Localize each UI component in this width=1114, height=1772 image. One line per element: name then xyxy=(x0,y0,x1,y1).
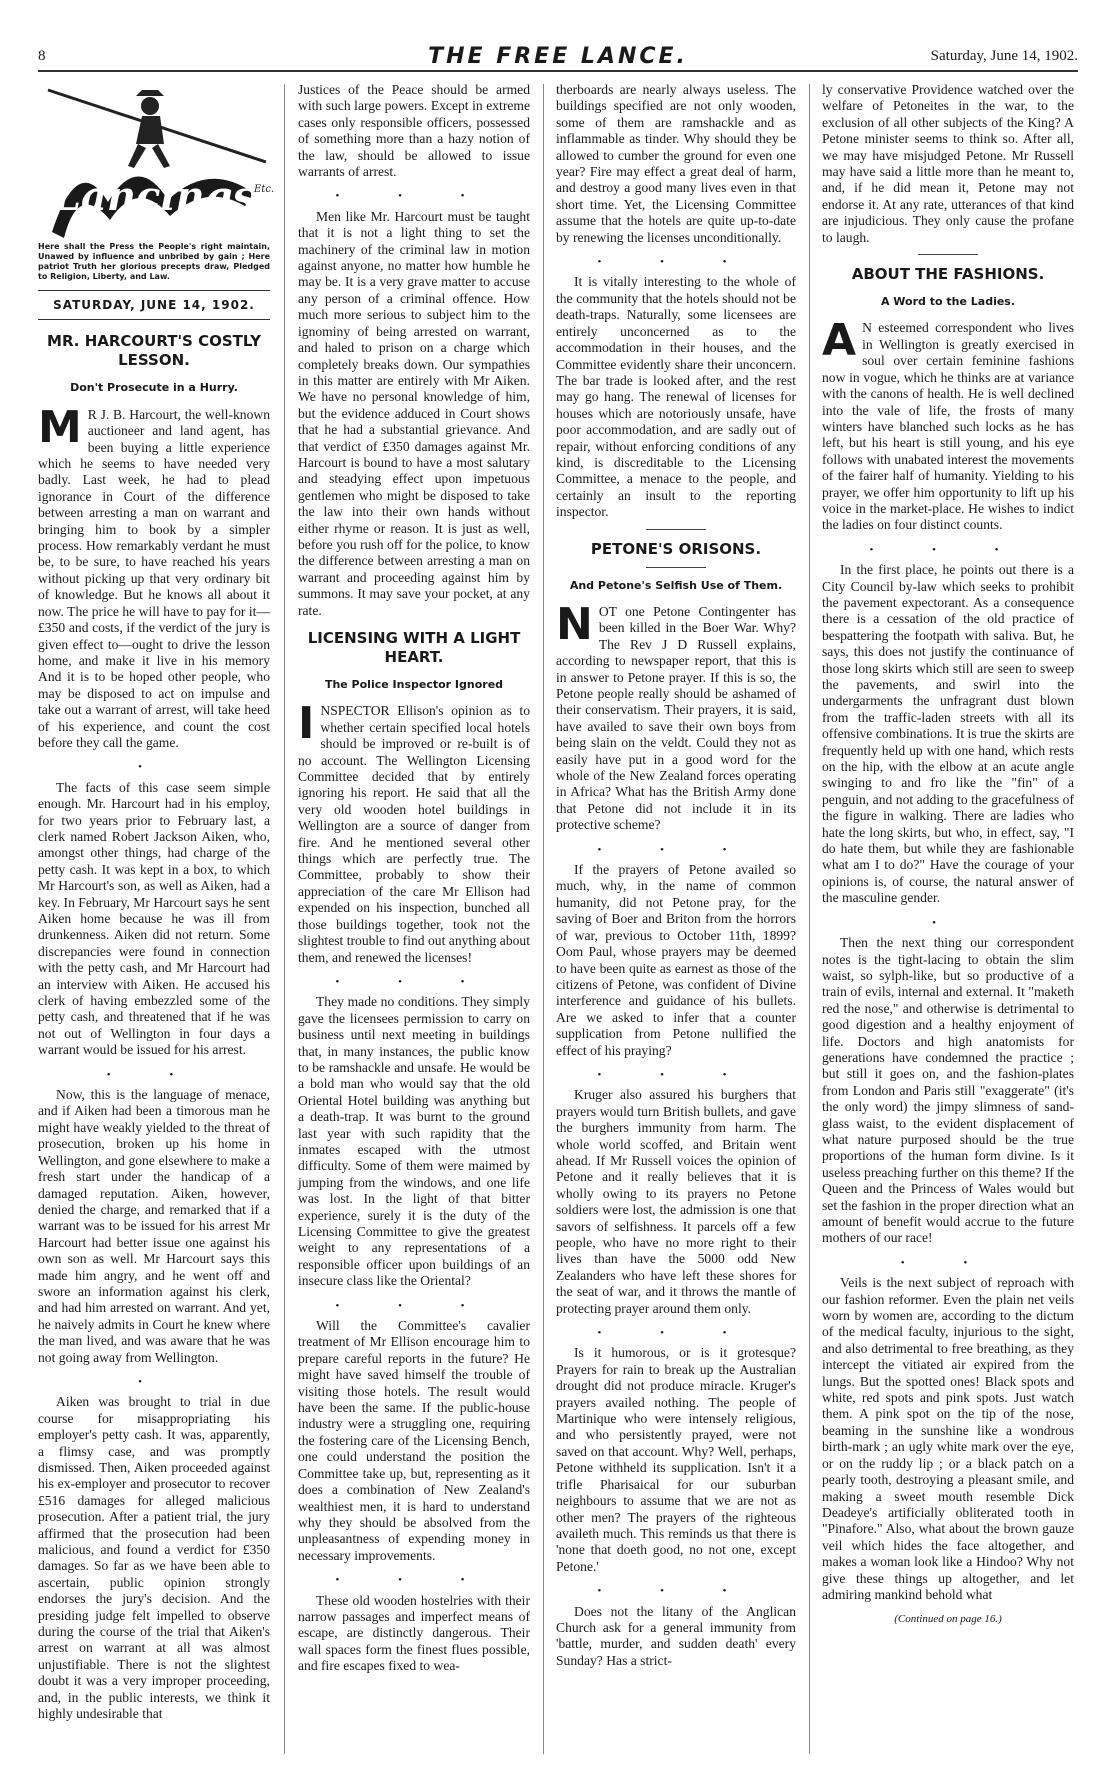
section-divider: • xyxy=(932,916,964,929)
section-divider: • • • xyxy=(335,975,493,988)
issue-date: Saturday, June 14, 1902. xyxy=(930,48,1078,64)
article-subtitle: Don't Prosecute in a Hurry. xyxy=(70,381,238,395)
article-paragraph: Veils is the next subject of reproach with our fashion reformer. Even the plain net veils worn by women are, according to the dictum of the medical faculty, injurious to the sight, and also detrimental to free breathing, as they intercept the vitiated air expired from the lungs. But the spotted ones! Black spots and white, red spots and pink spots. Just watch them. A pink spot on the tip of the nose, beaming in the sunshine like a wondrous birth-mark ; an ugly white mark over the eye, or on the ruddy lip ; or a black patch on a pearly tooth, destroying a pleasant smile, and making a sweet mouth resemble Dick Deadeye's artificially obliterated tooth in "Pinafore." Also, what about the brown gauze veil which hides the face altogether, and makes a woman look like a Hindoo? Why not give these things up altogether, and let admiring mankind behold what xyxy=(822,1275,1074,1602)
section-divider: • • • xyxy=(597,1585,755,1598)
section-divider: • • xyxy=(900,1256,996,1269)
article-paragraph: If the prayers of Petone availed so much, why, in the name of common humanity, did not Petone pray, for the saving of Boer and Briton from the horrors of war, previous to October 11th, 1899? Oom Paul, whose prayers may be deemed to have been quite as earnest as those of the citizens of Petone, was confident of Divine interference and guidance of his bullets. Are we asked to infer that a counter supplication from Petone nullified the effect of his praying? xyxy=(556,862,796,1058)
drop-cap: N xyxy=(556,598,593,650)
masthead-motto: Here shall the Press the People's right maintain, Unawed by influence and unbribed by gain ; Here patriot Truth her glorious precepts draw, Pledged to Religion, Liberty, and Law. xyxy=(38,242,270,281)
article-paragraph: In the first place, he points out there is a City Council by-law which seeks to prohibit the pavement expectorant. As a consequence there is a cessation of the old practice of bespattering the footpath with saliva. But, he says, this does not justify the continuance of those long skirts which still are seen to sweep the pavements, and swirl into the undergarments the unfragrant dust blown from the traffic-laden streets with all its offensive combinations. It is true the skirts are frequently held up with one hand, which rests on the hip, with the elbow at an acute angle swinging to and fro like the "fin" of a penguin, and not adding to the gracefulness of the figure in walking. There are ladies who hate the long skirts, but who, in effect, say, "I do hate them, but while they are fashionable what am I to do?" Have the courage of your opinions is, of course, the natural answer of the masculine gender. xyxy=(822,562,1074,906)
section-divider: • • • xyxy=(335,1574,493,1587)
article-title: PETONE'S ORISONS. xyxy=(590,539,762,558)
article-paragraph: Justices of the Peace should be armed with such large powers. Except in extreme cases only responsible officers, possessed of something more than a hazy notion of the law, should be allowed to issue warrants of arrest. xyxy=(298,82,530,180)
divider-rule xyxy=(646,529,706,530)
column-3 xyxy=(556,82,796,1758)
page-number: 8 xyxy=(38,48,46,64)
article-paragraph: These old wooden hostelries with their narrow passages and imperfect means of escape, are distinctly dangerous. Their wall spaces form the finest flues possible, and fire escapes fixed to wea- xyxy=(298,1592,530,1674)
drop-cap: M xyxy=(38,401,82,453)
article-paragraph: ly conservative Providence watched over the welfare of Petoneites in the war, to the exclusion of all other subjects of the King? A Petone minister seems to think so. After all, we may have misjudged Petone. Mr Russell may have said a little more than he meant to, and, if he did mean it, Petone may not endorse it. At any rate, utterances of that kind are injudicious. They only cause the profane to laugh. xyxy=(822,82,1074,245)
section-divider: • • • xyxy=(335,190,493,203)
article-paragraph: Men like Mr. Harcourt must be taught that it is not a light thing to set the machinery of the criminal law in motion against anyone, no matter how humble he may be. It is a very grave matter to accuse any person of a criminal offence. How much more serious to subject him to the ignominy of being arrested on warrant, and haled to prison on a charge which completely breaks down. Our sympathies in this matter are entirely with Mr Aiken. We have no personal knowledge of him, but the evidence adduced in Court shows that he had a substantial grievance. And that verdict of £350 damages against Mr. Harcourt is bound to have a most salutary and steadying effect upon impetuous gentlemen who might be disposed to take the law into their own hands without either rhyme or reason. It is just as well, before you rush off for the police, to know the difference between arresting a man on warrant and proceeding against him by summons. It may save your pocket, at any rate. xyxy=(298,208,530,618)
section-divider: • • • xyxy=(597,256,755,269)
column-rule xyxy=(809,84,810,1754)
article-paragraph: NOT one Petone Contingenter has been killed in the Boer War. Why? The Rev J D Russell explains, according to newspaper report, that this is in answer to Petone prayer. If this is so, the Petone people really should be ashamed of their conservatism. Their prayers, it is said, have availed to save their own boys from being slain on the veldt. Could they not as easily have put in a good word for the whole of the New Zealand forces operating in Africa? What has the British Army done that Petone did not include it in its protective scheme? xyxy=(556,598,796,833)
article-paragraph: Then the next thing our correspondent notes is the tight-lacing to obtain the slim waist, so sylph-like, but so productive of a train of evils, internal and external. It "maketh red the nose," and otherwise is detrimental to good digestion and a healthy enjoyment of life. Doctors and high anatomists for generations have condemned the practice ; but still it goes on, and the fashion-plates from London and Paris still "exaggerate" (it's the only word) the jimpy slimness of sand-glass waist, to the evident displacement of what nature purposed should be the true proportions of the human form divine. Is it useless preaching further on this theme? If the Queen and the Princess of Wales would but set the fashion in the proper direction what an amount of benefit would accrue to the future mothers of our race! xyxy=(822,935,1074,1246)
article-subtitle: The Police Inspector Ignored xyxy=(324,678,504,691)
column-1 xyxy=(38,82,275,1758)
section-divider: • • • xyxy=(597,1327,755,1340)
section-divider: • • • xyxy=(335,1299,493,1312)
article-paragraph: The facts of this case seem simple enough. Mr. Harcourt had in his employ, for two years prior to February last, a clerk named Robert Jackson Aiken, who, amongst other things, had charge of the petty cash. It was kept in a box, to which Mr Harcourt's son, as well as Aiken, had a key. In February, Mr Harcourt says he sent Aiken home because he was ill from drunkenness. Aiken did not return. Some discrepancies were found in connection with the petty cash, and Mr Harcourt had an interview with Aiken. He accused his clerk of having embezzled some of the petty cash, and threatened that if he was not out of Wellington in four days a warrant would be issued for his arrest. xyxy=(38,779,270,1058)
column-2 xyxy=(298,82,530,1758)
divider-rule xyxy=(918,254,978,255)
section-divider: • xyxy=(138,761,170,774)
article-paragraph: Now, this is the language of menace, and if Aiken had been a timorous man he might have weakly yielded to the threat of prosecution, broken up his home in Wellington, and gone elsewhere to make a fresh start under the handicap of a damaged reputation. Aiken, however, denied the charge, and remarked that if a warrant was to be issued for his arrest Mr Harcourt had better issue one against his own son as well. Mr Harcourt says this made him angry, and he went off and swore an information against his clerk, and had him arrested on warrant. And yet, he naively admits in Court he knew where the man lived, and was aware that he was not going away from Wellington. xyxy=(38,1087,270,1365)
article-paragraph: INSPECTOR Ellison's opinion as to whether certain specified local hotels should be improved or re-built is of no account. The Wellington Licensing Committee decided that by entirely ignoring his report. He said that all the very old wooden hotel buildings in Wellington are a source of danger from fire. And he mentioned several other things which are perfectly true. The Committee, probably to show their appreciation of the care Mr Ellison had expended on his inspection, bunched all those buildings together, took not the slightest trouble to find out anything about them, and renewed the licenses! xyxy=(298,698,530,965)
article-paragraph: therboards are nearly always useless. The buildings specified are not only wooden, some of them are ramshackle and as inflammable as tinder. Why should they be allowed to cumber the ground for even one year? Fire may effect a great deal of harm, and destroy a good many lives even in that short time. Yet, the Licensing Committee assume that the hotels are quite up-to-date by renewing the licenses unconditionally. xyxy=(556,82,796,245)
masthead: THE FREE LANCE. xyxy=(428,44,688,69)
page-header xyxy=(38,44,1078,72)
section-divider: • xyxy=(138,1375,170,1388)
lancer-illustration-icon xyxy=(38,82,275,242)
section-divider: • • • xyxy=(597,843,755,856)
article-paragraph: It is vitally interesting to the whole of the community that the hotels should not be death-traps. Naturally, some licensees are entirely unconcerned as to the accommodation in their houses, and the Committee evidently share their unconcern. The bar trade is looked after, and the rest may go hang. The renewal of licenses for houses which are notoriously unsafe, have poor accommodation, and are sadly out of repair, without enforcing conditions of any kind, is discreditable to the Licensing Committee, a menace to the people, and certainly an insult to the reporting inspector. xyxy=(556,274,796,520)
svg-text:Etc.: Etc. xyxy=(254,184,275,195)
column-rule xyxy=(543,84,544,1754)
drop-cap: A xyxy=(822,315,857,367)
article-title: MR. HARCOURT'S COSTLY LESSON. xyxy=(47,332,261,370)
article-title: ABOUT THE FASHIONS. xyxy=(851,265,1045,284)
section-divider: • • • xyxy=(597,1068,755,1081)
column-4 xyxy=(822,82,1074,1758)
lancings-logo xyxy=(38,82,275,242)
article-subtitle: And Petone's Selfish Use of Them. xyxy=(569,578,783,592)
article-title: LICENSING WITH A LIGHT HEART. xyxy=(307,629,521,666)
article-paragraph: M R J. B. Harcourt, the well-known auctioneer and land agent, has been buying a little experience which he seems to have needed very badly. Last week, he had to plead ignorance in Court of the difference between arresting a man on warrant and bringing him to book by a simpler process. How remarkably verdant he must be, to be sure, to have reached his years without picking up that very ordinary bit of knowledge. But he knows all about it now. The price he will have to pay for it—£350 and costs, if the verdict of the jury is given effect to—ought to drive the lesson home, and make it live in his memory And it is to be hoped other people, who may be disposed to act on impulse and take out a warrant of arrest, will take heed of his experience, and count the cost before they call the game. xyxy=(38,401,270,750)
divider-rule xyxy=(646,567,706,568)
section-divider: • • • xyxy=(869,543,1027,556)
article-paragraph: Will the Committee's cavalier treatment of Mr Ellison encourage him to prepare careful reports in the future? He might have saved himself the trouble of visiting those hotels. The result would have been the same. If the public-house industry were a struggling one, requiring the fostering care of the Licensing Bench, one could understand the position the Committee take up, but, representing as it does a combination of New Zealand's wealthiest men, it is hard to understand why they should be absolved from the unpleasantness of expending money in necessary improvements. xyxy=(298,1318,530,1563)
dateline: SATURDAY, JUNE 14, 1902. xyxy=(38,290,270,320)
svg-text:Lancings: Lancings xyxy=(52,173,256,220)
drop-cap: I xyxy=(298,698,315,750)
continued-note: (Continued on page 16.) xyxy=(894,1613,1002,1626)
article-paragraph: Does not the litany of the Anglican Church ask for a general immunity from 'battle, murder, and sudden death' every Sunday? Has a strict- xyxy=(556,1603,796,1668)
article-subtitle: A Word to the Ladies. xyxy=(880,295,1016,309)
article-paragraph: They made no conditions. They simply gave the licensees permission to carry on business until next meeting in buildings that, in many instances, the public know to be ramshackle and unsafe. He would be a bold man who would say that the old Oriental Hotel building was anything but a death-trap. It was burnt to the ground last year with such rapidity that the inmates escaped with the utmost difficulty. Some of them were maimed by jumping from the windows, and one life was lost. In the light of that bitter experience, surely it is the duty of the Licensing Committee to give the greatest weight to any representations of a responsible officer upon buildings of an insecure class like the Oriental? xyxy=(298,994,530,1289)
article-paragraph: Kruger also assured his burghers that prayers would turn British bullets, and gave the burghers immunity from harm. The whole world scoffed, and Britain went ahead. If Mr Russell voices the opinion of Petone and it really believes that it is wholly owing to its prayers no Petone soldiers were lost, the admission is one that savors of selfishness. It parcels off a few people, who have no more right to their lives than have the 5000 odd New Zealanders who have left these shores for the seat of war, and it throws the mantle of protecting prayer around them only. xyxy=(556,1087,796,1316)
article-paragraph: Is it humorous, or is it grotesque? Prayers for rain to break up the Australian drought did not produce miracle. Kruger's prayers availed nothing. The people of Martinique who were intensely religious, and who persistently prayed, were not saved on that account. Why? Well, perhaps, Petone withheld its supplication. Isn't it a trifle Pharisaical for our suburban neighbours to assume that we are not as other men? The prayers of the righteous availeth much. This reminds us that there is 'none that doeth good, no not one, except Petone.' xyxy=(556,1345,796,1574)
article-paragraph: Aiken was brought to trial in due course for misappropriating his employer's petty cash. It was, apparently, a flimsy case, and was promptly dismissed. Then, Aiken proceeded against his ex-employer and prosecutor to recover £516 damages for alleged malicious prosecution. After a patient trial, the jury affirmed that the prosecution had been malicious, and found a verdict for £350 damages. So far as we have been able to ascertain, public opinion strongly endorses the jury's decision. And the presiding judge felt impelled to observe during the course of the trial that Aiken's arrest on warrant at all was almost unjustifiable. There is not the slightest doubt it was a very improper proceeding, and, in the public interests, we think it highly undesirable that xyxy=(38,1394,270,1722)
section-divider: • • xyxy=(106,1068,202,1081)
column-rule xyxy=(284,84,285,1754)
article-paragraph: A N esteemed correspondent who lives in Wellington is greatly exercised in soul over certain feminine fashions now in vogue, which he thinks are at variance with the canons of health. He is well declined into the vale of life, the frosts of many winters have blanched such locks as he has left, but his heart is still young, and his eye follows with unabated interest the movements of the fairer half of humanity. Yielding to his prayer, we offer him opportunity to lift up his voice in the market-place. He wishes to indict the ladies on four distinct counts. xyxy=(822,315,1074,533)
